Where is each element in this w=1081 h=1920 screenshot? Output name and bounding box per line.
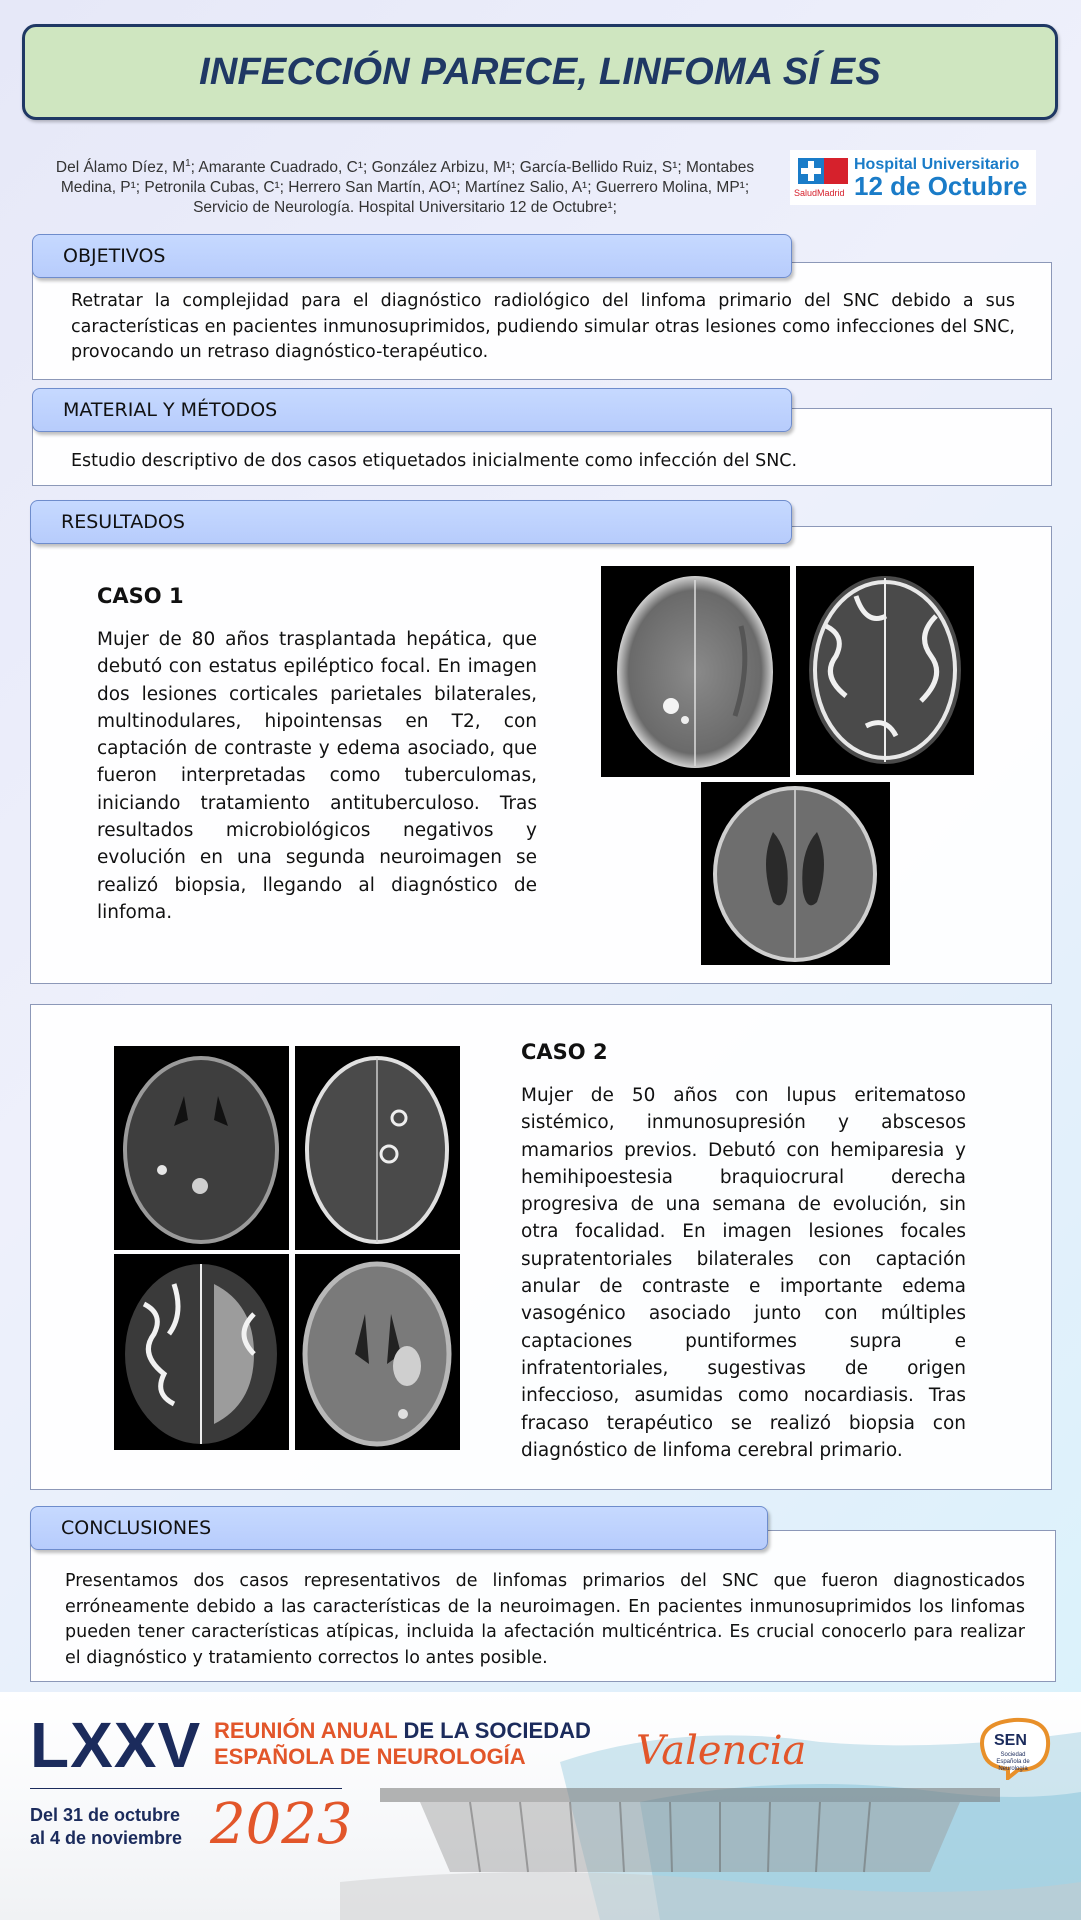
conclusiones-heading-label: CONCLUSIONES: [61, 1517, 212, 1539]
affiliation: Servicio de Neurología. Hospital Universitario 12 de Octubre¹;: [193, 199, 617, 217]
conclusiones-heading: [30, 1506, 768, 1550]
caso2-mri-image-3: [114, 1254, 289, 1450]
congress-dates: [30, 1804, 182, 1850]
hospital-logo: [790, 150, 1036, 205]
authors-first: Del Álamo Díez, M: [55, 159, 186, 177]
logo-sub: SaludMadrid: [794, 187, 845, 198]
caso1-text: Mujer de 80 años trasplantada hepática, que debutó con estatus epiléptico focal. En imagen dos lesiones corticales parietales bilaterales, multinodulares, hipointensas en T2, con captación de contraste y edema asociado, que fueron interpretadas como tuberculomas, iniciando tratamiento antituberculoso. Tras resultados microbiológicos negativos y evolución en una segunda neuroimagen se realizó biopsia, llegando al diagnóstico de linfoma.: [97, 629, 537, 923]
footer-divider: [30, 1788, 342, 1789]
congress-footer: [0, 1692, 1081, 1920]
objetivos-panel: [32, 262, 1052, 380]
congress-name-c: ESPAÑOLA DE NEUROLOGÍA: [214, 1744, 526, 1769]
congress-name: [214, 1718, 591, 1770]
congress-name-a: REUNIÓN ANUAL: [214, 1718, 398, 1743]
objetivos-text: Retratar la complejidad para el diagnóstico radiológico del linfoma primario del SNC debido a sus características en pacientes inmunosuprimidos, pudiendo simular otras lesiones como infecciones del SNC, provocando un retraso diagnóstico-terapéutico.: [71, 291, 1015, 362]
caso2-text: Mujer de 50 años con lupus eritematoso sistémico, inmunosupresión y abscesos mamarios previos. Debutó con hemiparesia y hemihipoestesia braquiocrural derecha progresiva de una semana de evolución, sin otra focalidad. En imagen lesiones focales supratentoriales bilaterales con captación anular de contraste e importante edema vasogénico asociado junto con múltiples captaciones puntiformes supra e infratentoriales, sugestivas de origen infeccioso, asumidas como nocardiasis. Tras fracaso terapéutico se realizó biopsia con diagnóstico de linfoma cerebral primario.: [521, 1085, 966, 1461]
caso1-mri-image-3: [701, 782, 890, 965]
logo-line1: Hospital Universitario: [854, 155, 1020, 173]
caso2-mri-image-4: [295, 1254, 460, 1450]
congress-year: 2023: [210, 1792, 353, 1857]
metodos-heading-label: MATERIAL Y MÉTODOS: [63, 399, 278, 421]
sen-logo-sub: Sociedad Española de Neurología: [996, 1752, 1030, 1772]
congress-numeral: LXXV: [30, 1709, 202, 1781]
congress-dates-2: al 4 de noviembre: [30, 1828, 183, 1848]
caso1-title: CASO 1: [97, 584, 184, 608]
sen-logo-label: SEN: [994, 1732, 1027, 1749]
salud-madrid-logo-icon: [794, 154, 850, 202]
objetivos-heading-label: OBJETIVOS: [63, 245, 166, 267]
caso2-mri-image-1: [114, 1046, 289, 1250]
resultados-heading-label: RESULTADOS: [61, 511, 185, 533]
metodos-text: Estudio descriptivo de dos casos etiquetados inicialmente como infección del SNC.: [71, 451, 798, 471]
conclusiones-text: Presentamos dos casos representativos de linfomas primarios del SNC que fueron diagnosticados erróneamente debido a las características de la neuroimagen. En pacientes inmunosuprimidos los linfomas pueden tener características atípicas, incluida la afectación multicéntrica. Es crucial conocerlo para realizar el diagnóstico y tratamiento correctos lo antes posible.: [65, 1571, 1025, 1668]
congress-name-b: DE LA SOCIEDAD: [397, 1718, 591, 1743]
resultados-heading: [30, 500, 792, 544]
authors-rest: ; Amarante Cuadrado, C¹; González Arbizu, M¹; García-Bellido Ruiz, S¹; Montabes Medina, P¹; Petronila Cubas, C¹; Herrero San Martín, AO¹; Martínez Salio, A¹; Guerrero Molina, MP¹;: [60, 159, 755, 197]
congress-dates-1: Del 31 de octubre: [30, 1805, 181, 1825]
authors-block: Del Álamo Díez, $M^1$; Amarante Cuadrado, C¹; González Arbizu, M¹; García-Bellido Ruiz, S¹; Montabes Medina, P¹; Petronila Cubas, C¹; Herrero San Martín, AO¹; Martínez Salio, A¹; Guerrero Molina, MP¹; Servicio de Neurología. Hospital Universitario 12 de Octubre¹;: [55, 158, 755, 217]
metodos-heading: [32, 388, 792, 432]
caso1-mri-image-2: [796, 566, 974, 775]
caso1-mri-image-1: [601, 566, 790, 777]
congress-city: Valencia: [636, 1728, 807, 1774]
poster-title: INFECCIÓN PARECE, LINFOMA SÍ ES: [199, 50, 881, 93]
caso2-mri-image-2: [295, 1046, 460, 1250]
title-banner: [22, 24, 1058, 120]
objetivos-heading: [32, 234, 792, 278]
conclusiones-panel: [30, 1530, 1056, 1682]
logo-line2: 12 de Octubre: [854, 170, 1028, 201]
caso2-title: CASO 2: [521, 1040, 608, 1064]
